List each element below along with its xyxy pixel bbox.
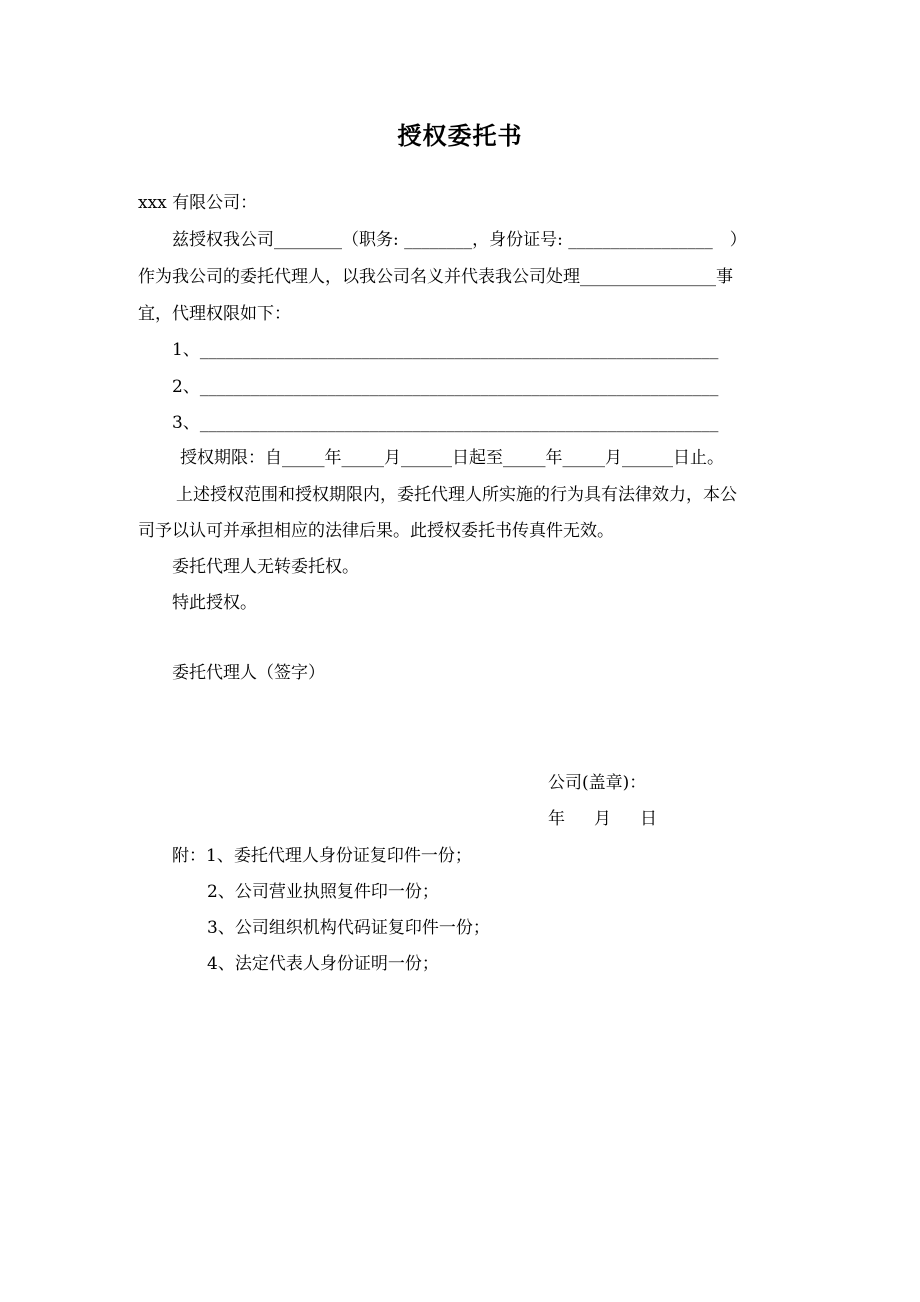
date-month: 月 xyxy=(594,809,611,829)
authorization-line-3: 宜，代理权限如下： xyxy=(138,304,291,324)
document-title: 授权委托书 xyxy=(397,121,523,150)
company-seal-label: 公司(盖章)： xyxy=(548,773,647,793)
date-day: 日 xyxy=(640,809,657,829)
legal-effect-line-1: 上述授权范围和授权期限内，委托代理人所实施的行为具有法律效力，本公 xyxy=(176,485,737,505)
agent-signature-label: 委托代理人（签字） xyxy=(172,663,325,683)
attachment-item: 4、法定代表人身份证明一份； xyxy=(207,954,439,974)
hereby-authorized: 特此授权。 xyxy=(172,593,257,613)
addressee: xxx 有限公司： xyxy=(138,193,258,213)
no-transfer-statement: 委托代理人无转委托权。 xyxy=(172,557,359,577)
attachment-item: 附：1、委托代理人身份证复印件一份； xyxy=(172,846,472,866)
attachment-item: 3、公司组织机构代码证复印件一份； xyxy=(207,918,490,938)
authorization-line-2: 作为我公司的委托代理人，以我公司名义并代表我公司处理________________事 xyxy=(138,267,733,287)
attachment-item: 2、公司营业执照复件印一份； xyxy=(207,882,439,902)
authority-item: 3、_____________________________________________________________ xyxy=(172,413,719,433)
legal-effect-line-2: 司予以认可并承担相应的法律后果。此授权委托书传真件无效。 xyxy=(138,521,614,541)
authority-item: 1、_____________________________________________________________ xyxy=(172,340,719,360)
date-year: 年 xyxy=(548,809,565,829)
authorization-period: 授权期限：自_____年_____月______日起至_____年_____月______日止。 xyxy=(180,448,724,468)
authorization-line-1: 兹授权我公司________（职务: ________，身份证号: _________________ ） xyxy=(172,230,747,250)
authority-item: 2、_____________________________________________________________ xyxy=(172,377,719,397)
